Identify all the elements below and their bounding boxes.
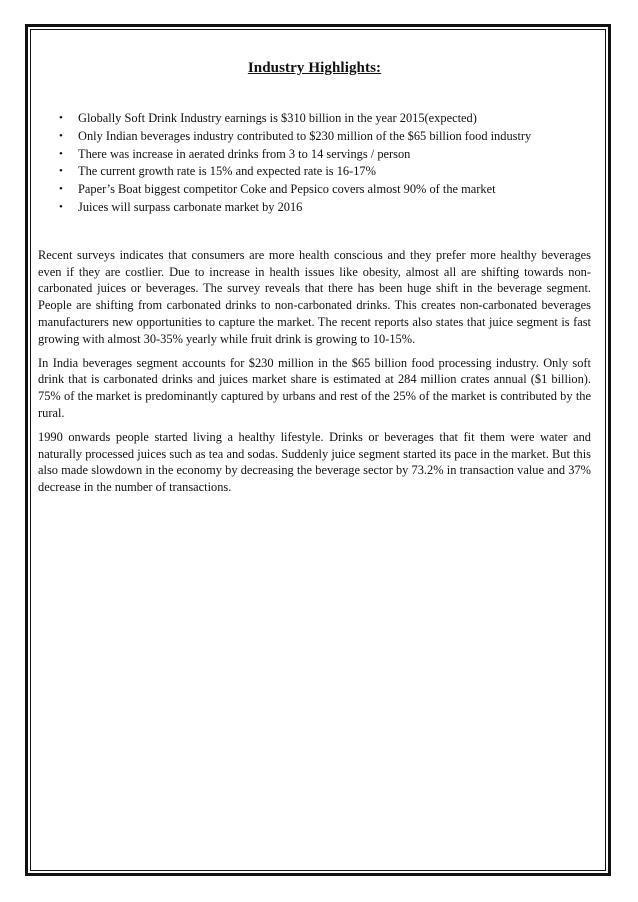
list-item [59,181,591,199]
bullet-icon: • [59,129,63,142]
list-item [59,163,591,181]
bullet-icon: • [59,165,63,178]
paragraph-healthy-lifestyle: 1990 onwards people started living a healthy lifestyle. Drinks or beverages that fit them were water and naturally processed juices such as tea and sodas. Suddenly juice segment started its pace in the market. But this also made slowdown in the economy by decreasing the beverage sector by 73.2% in transaction value and 37% decrease in the number of transactions. [38,429,591,495]
list-item-text: Paper’s Boat biggest competitor Coke and Pepsico covers almost 90% of the market [78,182,496,197]
list-item-text: There was increase in aerated drinks from 3 to 14 servings / person [78,146,411,161]
bullet-icon: • [59,112,63,124]
list-item [59,199,591,217]
paragraph-recent-surveys: Recent surveys indicates that consumers are more health conscious and they prefer more healthy beverages even if they are costlier. Due to increase in health issues like obesity, almost all are shifting towards non-carbonated juices or beverages. The survey reveals that there has been huge shift in the beverage segment. People are shifting from carbonated drinks to non-carbonated drinks. This creates non-carbonated beverages manufacturers new opportunities to capture the market. The recent reports also states that juice segment is fast growing with almost 30-35% yearly while fruit drink is growing to 10-15%. [38,247,591,346]
page-heading: Industry Highlights: [247,60,382,76]
list-item-text: The current growth rate is 15% and expected rate is 16-17% [78,164,376,179]
list-item [59,128,591,146]
bullet-icon: • [59,200,63,213]
list-item-text: Only Indian beverages industry contributed to $230 million of the $65 billion food industry [78,128,532,143]
list-item-text: Globally Soft Drink Industry earnings is $310 billion in the year 2015(expected) [78,111,477,125]
list-item [59,110,591,128]
bullet-icon: • [59,147,63,160]
highlights-list [38,110,591,217]
paragraph-india-beverages: In India beverages segment accounts for $230 million in the $65 billion food processing industry. Only soft drink that is carbonated drinks and juices market share is estimated at 284 million crates annual ($1 billion). 75% of the market is predominantly captured by urbans and rest of the 25% of the market is contributed by the rural. [38,355,591,420]
document-content [38,60,591,503]
list-item-text: Juices will surpass carbonate market by 2016 [78,199,303,214]
list-item [59,146,591,164]
bullet-icon: • [59,183,63,196]
